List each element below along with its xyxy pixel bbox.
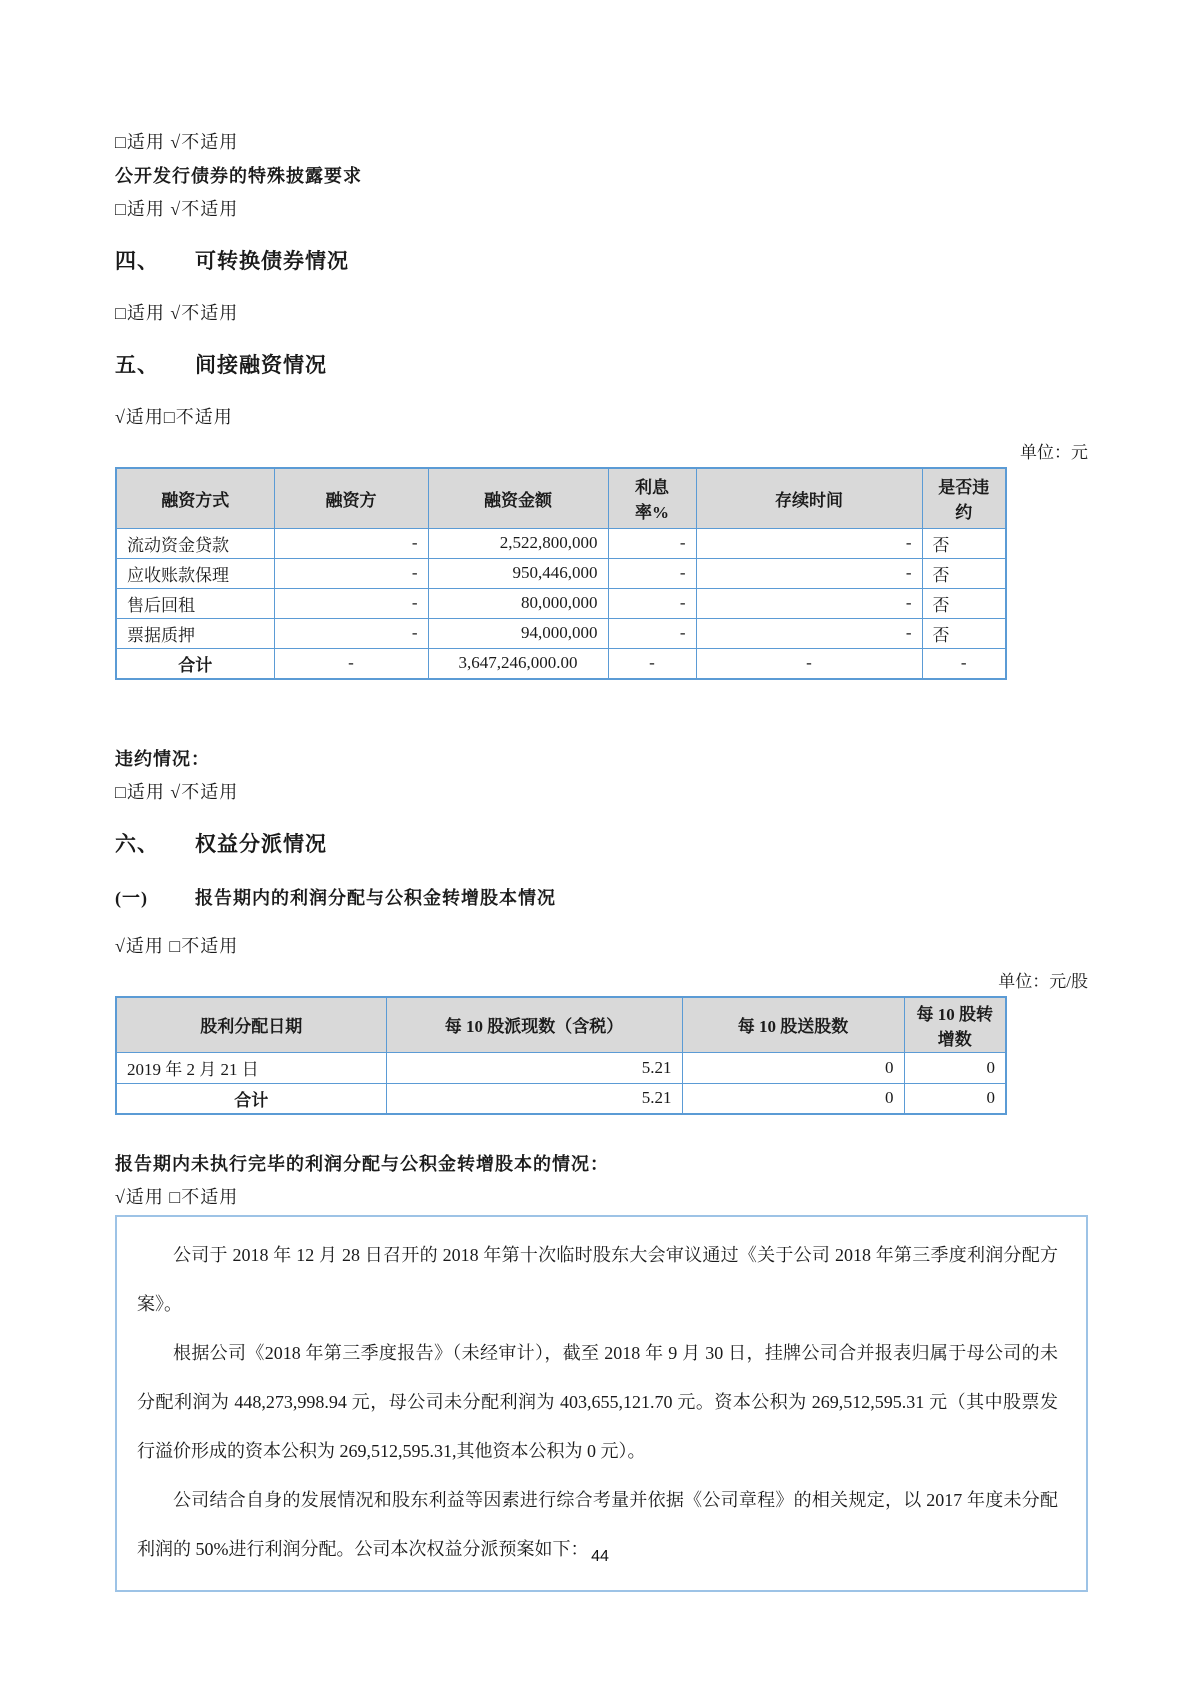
dividend-total-row — [116, 1083, 1006, 1114]
financing-header-row — [116, 468, 1006, 528]
cell-method: 售后回租 — [116, 588, 274, 618]
cell-amount: 80,000,000 — [428, 588, 608, 618]
applicability-line-special-disclosure: □适用 √不适用 — [115, 199, 239, 219]
section-4-title: 可转换债券情况 — [195, 249, 349, 273]
cell-total-party: - — [274, 648, 428, 679]
cell-total-duration: - — [696, 648, 922, 679]
cell-duration: - — [696, 558, 922, 588]
applicability-line-profit-distribution: √适用 □不适用 — [115, 935, 239, 956]
dividend-header-date: 股利分配日期 — [116, 997, 386, 1053]
cell-total-rate: - — [608, 648, 696, 679]
cell-dividend-total-bonus: 0 — [682, 1083, 904, 1114]
cell-party: - — [274, 528, 428, 558]
subsection-6-1-title: 报告期内的利润分配与公积金转增股本情况 — [195, 887, 556, 908]
cell-rate: - — [608, 558, 696, 588]
section-6-title: 权益分派情况 — [195, 831, 327, 856]
cell-duration: - — [696, 528, 922, 558]
cell-total-amount: 3,647,246,000.00 — [428, 648, 608, 679]
financing-header-method: 融资方式 — [116, 468, 274, 528]
applicability-line-convertible-bonds: □适用 √不适用 — [115, 303, 239, 323]
page-number: 44 — [591, 1548, 609, 1565]
unit-label-yuan: 单位：元 — [1020, 443, 1088, 462]
cell-amount: 950,446,000 — [428, 558, 608, 588]
cell-total-label: 合计 — [116, 648, 274, 679]
financing-header-breach: 是否违约 — [922, 468, 1006, 528]
cell-breach: 否 — [922, 528, 1006, 558]
special-disclosure-title: 公开发行债券的特殊披露要求 — [115, 166, 362, 186]
table-row — [116, 618, 1006, 648]
applicability-line-indirect-financing: √适用□不适用 — [115, 407, 233, 427]
cell-dividend-date: 2019 年 2 月 21 日 — [116, 1052, 386, 1083]
financing-total-row — [116, 648, 1006, 679]
dividend-header-convert: 每 10 股转增数 — [904, 997, 1006, 1053]
cell-party: - — [274, 618, 428, 648]
resolution-paragraph: 公司结合自身的发展情况和股东利益等因素进行综合考量并依据《公司章程》的相关规定，以 2017 年度未分配利润的 50%进行利润分配。公司本次权益分派预案如下： — [137, 1490, 1058, 1559]
financing-header-amount: 融资金额 — [428, 468, 608, 528]
applicability-line-pending: √适用 □不适用 — [115, 1187, 239, 1207]
resolution-paragraph: 根据公司《2018 年第三季度报告》（未经审计），截至 2018 年 9 月 30 日，挂牌公司合并报表归属于母公司的未分配利润为 448,273,998.94 元，母公司未分配利润为 403,655,121.70 元。资本公积为 269,512,595.31 元（其中股票发行溢价形成的资本公积为 269,512,595.31,其他资本公积为 0 元）。 — [137, 1343, 1058, 1461]
cell-dividend-bonus: 0 — [682, 1052, 904, 1083]
cell-rate: - — [608, 618, 696, 648]
dividend-table — [115, 996, 1007, 1116]
section-6-number: 六、 — [115, 831, 159, 856]
table-row — [116, 558, 1006, 588]
cell-duration: - — [696, 588, 922, 618]
subsection-6-1-number: (一) — [115, 887, 148, 908]
cell-method: 应收账款保理 — [116, 558, 274, 588]
section-4-heading — [115, 245, 1088, 275]
section-4-number: 四、 — [115, 249, 159, 273]
section-5-number: 五、 — [115, 353, 159, 377]
section-5-title: 间接融资情况 — [195, 353, 327, 377]
cell-dividend-total-convert: 0 — [904, 1083, 1006, 1114]
table-row — [116, 588, 1006, 618]
cell-dividend-total-label: 合计 — [116, 1083, 386, 1114]
cell-dividend-cash: 5.21 — [386, 1052, 682, 1083]
table-row — [116, 1052, 1006, 1083]
applicability-line-bonds: □适用 √不适用 — [115, 132, 239, 152]
financing-header-duration: 存续时间 — [696, 468, 922, 528]
unit-label-yuan-per-share: 单位：元/股 — [998, 971, 1088, 991]
resolution-text-block — [115, 1215, 1088, 1592]
dividend-header-bonus: 每 10 股送股数 — [682, 997, 904, 1053]
breach-status-title: 违约情况： — [115, 748, 210, 769]
section-5-heading — [115, 349, 1088, 379]
cell-method: 流动资金贷款 — [116, 528, 274, 558]
cell-dividend-convert: 0 — [904, 1052, 1006, 1083]
cell-party: - — [274, 588, 428, 618]
cell-breach: 否 — [922, 588, 1006, 618]
cell-dividend-total-cash: 5.21 — [386, 1083, 682, 1114]
cell-breach: 否 — [922, 618, 1006, 648]
applicability-line-breach: □适用 √不适用 — [115, 781, 239, 802]
cell-party: - — [274, 558, 428, 588]
cell-total-breach: - — [922, 648, 1006, 679]
cell-amount: 2,522,800,000 — [428, 528, 608, 558]
pending-distribution-title: 报告期内未执行完毕的利润分配与公积金转增股本的情况： — [115, 1154, 609, 1174]
cell-method: 票据质押 — [116, 618, 274, 648]
cell-rate: - — [608, 588, 696, 618]
subsection-6-1-heading — [115, 884, 1088, 910]
dividend-header-row — [116, 997, 1006, 1053]
financing-header-rate: 利息率% — [608, 468, 696, 528]
resolution-paragraph: 公司于 2018 年 12 月 28 日召开的 2018 年第十次临时股东大会审议通过《关于公司 2018 年第三季度利润分配方案》。 — [137, 1245, 1058, 1314]
financing-table — [115, 467, 1007, 680]
financing-header-party: 融资方 — [274, 468, 428, 528]
cell-duration: - — [696, 618, 922, 648]
dividend-header-cash: 每 10 股派现数（含税） — [386, 997, 682, 1053]
table-row — [116, 528, 1006, 558]
cell-breach: 否 — [922, 558, 1006, 588]
section-6-heading — [115, 828, 1088, 858]
cell-amount: 94,000,000 — [428, 618, 608, 648]
cell-rate: - — [608, 528, 696, 558]
